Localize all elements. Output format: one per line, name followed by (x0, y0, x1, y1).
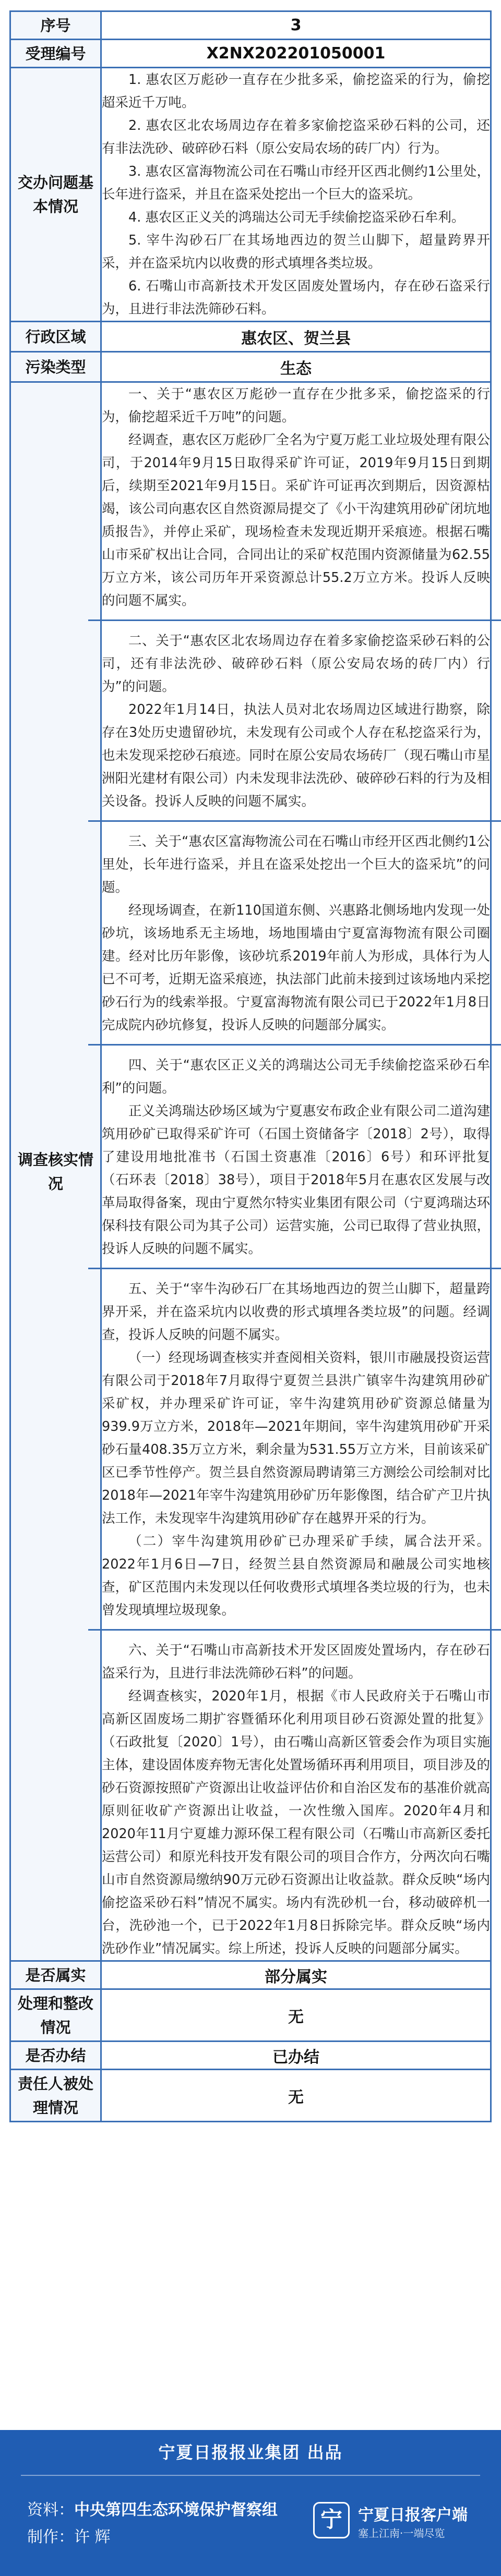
client-badge (313, 2500, 470, 2544)
source-value: 中央第四生态环境保护督察组 (74, 2501, 278, 2519)
case-no-value: X2NX202201050001 (101, 40, 491, 68)
issue-item: 6. 石嘴山市高新技术开发区固废处置场内，存在砂石盗采行为，且进行非法洗筛砂石料。 (102, 278, 490, 317)
serial-value: 3 (101, 11, 491, 40)
finding-paragraph: （二）宰牛沟建筑用砂矿已办理采矿手续，属合法开采。2022年1月6日—7日，经贺兰县自然资源局和融晟公司实地核查，矿区范围内未发现以任何收费形式填埋各类垃圾的行为，也未曾发现填埋垃圾现象。 (102, 1534, 490, 1618)
finding-paragraph: 经调查核实，2020年1月，根据《市人民政府关于石嘴山市高新区固废场二期扩容暨循环化利用项目砂石资源处置的批复》（石政批复〔2020〕1号），由石嘴山高新区管委会作为项目实施主体，建设固体废弃物无害化处置场循环再利用项目，项目涉及的砂石资源按照矿产资源出让收益评估价和自治区发布的基准价就高原则征收矿产资源出让收益，一次性缴入国库。2020年4月和2020年11月宁夏雄力源环保工程有限公司（石嘴山市高新区委托运营公司）和原光科技开发有限公司的项目合作方，分两次向石嘴山市自然资源局缴纳90万元砂石资源出让收益款。群众反映“场内偷挖盗采砂石料”情况不属实。场内有洗砂机一台，移动破碎机一台，洗砂池一个，已于2022年1月8日拆除完毕。群众反映“场内洗砂作业”情况属实。综上所述，投诉人反映的问题部分属实。 (102, 1688, 490, 1957)
truth-value: 部分属实 (101, 1961, 491, 1989)
section-divider (88, 1268, 501, 1269)
finding-heading: 二、关于“惠农区北农场周边存在着多家偷挖盗采砂石料的公司，还有非法洗砂、破碎砂石料（原公安局农场的砖厂内）行为”的问题。 (102, 633, 490, 695)
finding-section-5 (102, 1278, 490, 1622)
accountable-label: 责任人被处理情况 (10, 2070, 101, 2122)
issue-list (101, 68, 491, 322)
row-region (10, 322, 491, 352)
closed-value: 已办结 (101, 2042, 491, 2070)
finding-section-1 (102, 383, 490, 612)
finding-paragraph: （一）经现场调查核实并查阅相关资料，银川市融晟投资运营有限公司于2018年7月取得宁夏贺兰县洪广镇宰牛沟建筑用砂矿采矿权，并办理采矿许可证，宰牛沟建筑用砂矿资源总储量为939.9万立方米，2018年—2021年期间，宰牛沟建筑用砂矿开采砂石量408.35万立方米，剩余量为531.55万立方米，目前该采矿区已季节性停产。贺兰县自然资源局聘请第三方测绘公司绘制对比2018年—2021年宰牛沟建筑用砂矿历年影像图，结合矿产卫片执法工作，未发现宰牛沟建筑用砂矿存在越界开采的行为。 (102, 1350, 490, 1526)
finding-body (101, 382, 491, 1961)
issue-label: 交办问题基本情况 (10, 68, 101, 322)
producer-prefix: 制作： (27, 2528, 74, 2546)
client-name: 宁夏日报客户端 (358, 2506, 468, 2524)
row-rectify (10, 1989, 491, 2042)
finding-paragraph: 经现场调查，在新110国道东侧、兴惠路北侧场地内发现一处砂坑，该场地系无主场地，场地围墙由宁夏富海物流有限公司圈建。经对比历年影像，该砂坑系2019年前人为形成，具体行为人已不可考，近期无盗采痕迹，执法部门此前未接到过该场地内采挖砂石行为的线索举报。宁夏富海物流有限公司已于2022年1月8日完成院内砂坑修复，投诉人反映的问题部分属实。 (102, 903, 490, 1033)
closed-label: 是否办结 (10, 2042, 101, 2070)
row-truth (10, 1961, 491, 1989)
truth-label: 是否属实 (10, 1961, 101, 1989)
finding-heading: 四、关于“惠农区正义关的鸿瑞达公司无手续偷挖盗采砂石牟利”的问题。 (102, 1058, 490, 1096)
client-logo-icon: 宁 (313, 2502, 350, 2538)
finding-heading: 一、关于“惠农区万彪砂一直存在少批多采，偷挖盗采的行为，偷挖超采近千万吨”的问题。 (102, 386, 490, 425)
finding-section-4 (102, 1054, 490, 1260)
section-divider (88, 1629, 501, 1631)
region-value: 惠农区、贺兰县 (101, 322, 491, 352)
source-line (27, 2497, 278, 2520)
producer-line (27, 2524, 111, 2547)
issue-item: 5. 宰牛沟砂石厂在其场地西边的贺兰山脚下，超量跨界开采，并在盗采坑内以收费的形式填埋各类垃圾。 (102, 233, 490, 271)
finding-heading: 三、关于“惠农区富海物流公司在石嘴山市经开区西北侧约1公里处，长年进行盗采，并且在盗采处挖出一个巨大的盗采坑”的问题。 (102, 834, 490, 895)
finding-paragraph: 2022年1月14日，执法人员对北农场周边区域进行勘察，除存在3处历史遗留砂坑，未发现有公司或个人存在私挖盗采行为，也未发现采挖砂石痕迹。同时在原公安局农场砖厂（现石嘴山市星洲阳光建材有限公司）内未发现非法洗砂、破碎砂石料的行为及相关设备。投诉人反映的问题不属实。 (102, 702, 490, 809)
serial-label: 序号 (10, 11, 101, 40)
finding-heading: 六、关于“石嘴山市高新技术开发区固废处置场内，存在砂石盗采行为，且进行非法洗筛砂石料”的问题。 (102, 1643, 490, 1681)
finding-paragraph: 经调查，惠农区万彪砂厂全名为宁夏万彪工业垃圾处理有限公司，于2014年9月15日取得采矿许可证，2019年9月15日到期后，续期至2021年9月15日。采矿许可证再次到期后，因资源枯竭，该公司向惠农区自然资源局提交了《小干沟建筑用砂矿闭坑地质报告》，并停止采矿，现场检查未发现近期开采痕迹。根据石嘴山市采矿权出让合同，合同出让的采矿权范围内资源储量为62.55万立方米，该公司历年开采资源总计55.2万立方米。投诉人反映的问题不属实。 (102, 432, 490, 609)
rectify-value: 无 (101, 1989, 491, 2042)
finding-section-2 (102, 629, 490, 813)
issue-item: 4. 惠农区正义关的鸿瑞达公司无手续偷挖盗采砂石牟利。 (128, 210, 465, 225)
region-label: 行政区域 (10, 322, 101, 352)
publisher-brand: 宁夏日报报业集团 出品 (158, 2443, 343, 2462)
finding-heading: 五、关于“宰牛沟砂石厂在其场地西边的贺兰山脚下，超量跨界开采，并在盗采坑内以收费的形式填埋各类垃圾”的问题。经调查，投诉人反映的问题不属实。 (102, 1281, 490, 1343)
issue-item: 1. 惠农区万彪砂一直存在少批多采，偷挖盗采的行为，偷挖超采近千万吨。 (102, 72, 490, 111)
row-issues (10, 68, 491, 322)
row-closed (10, 2042, 491, 2070)
row-serial (10, 11, 491, 40)
case-table (9, 10, 492, 2122)
issue-item: 3. 惠农区富海物流公司在石嘴山市经开区西北侧约1公里处，长年进行盗采，并且在盗采处挖出一个巨大的盗采坑。 (102, 164, 490, 202)
producer-value: 许 辉 (74, 2528, 111, 2546)
finding-label: 调查核实情况 (10, 382, 101, 1961)
accountable-value: 无 (101, 2070, 491, 2122)
row-accountable (10, 2070, 491, 2122)
client-slogan: 塞上江南·一端尽览 (358, 2527, 445, 2539)
section-divider (88, 1044, 501, 1046)
footer (0, 2430, 501, 2576)
rectify-label: 处理和整改情况 (10, 1989, 101, 2042)
case-no-label: 受理编号 (10, 40, 101, 68)
finding-section-6 (102, 1639, 490, 1960)
row-case-no (10, 40, 491, 68)
footer-divider (21, 2475, 480, 2476)
finding-paragraph: 正义关鸿瑞达砂场区域为宁夏惠安布政企业有限公司二道沟建筑用砂矿已取得采矿许可（石国土资储备字〔2018〕2号），取得了建设用地批准书（石国土资惠准〔2016〕6号）和环评批复（石环表〔2018〕38号），项目于2018年5月在惠农区发展与改革局取得备案，现由宁夏然尔特实业集团有限公司（宁夏鸿瑞达环保科技有限公司为其子公司）运营实施，公司已取得了营业执照，投诉人反映的问题不属实。 (102, 1103, 490, 1257)
finding-section-3 (102, 830, 490, 1037)
issue-item: 2. 惠农区北农场周边存在着多家偷挖盗采砂石料的公司，还有非法洗砂、破碎砂石料（原公安局农场的砖厂内）行为。 (102, 118, 490, 156)
pollution-label: 污染类型 (10, 352, 101, 382)
section-divider (88, 820, 501, 822)
section-divider (88, 619, 501, 621)
row-pollution (10, 352, 491, 382)
pollution-value: 生态 (101, 352, 491, 382)
source-prefix: 资料： (27, 2501, 74, 2519)
row-findings (10, 382, 491, 1961)
